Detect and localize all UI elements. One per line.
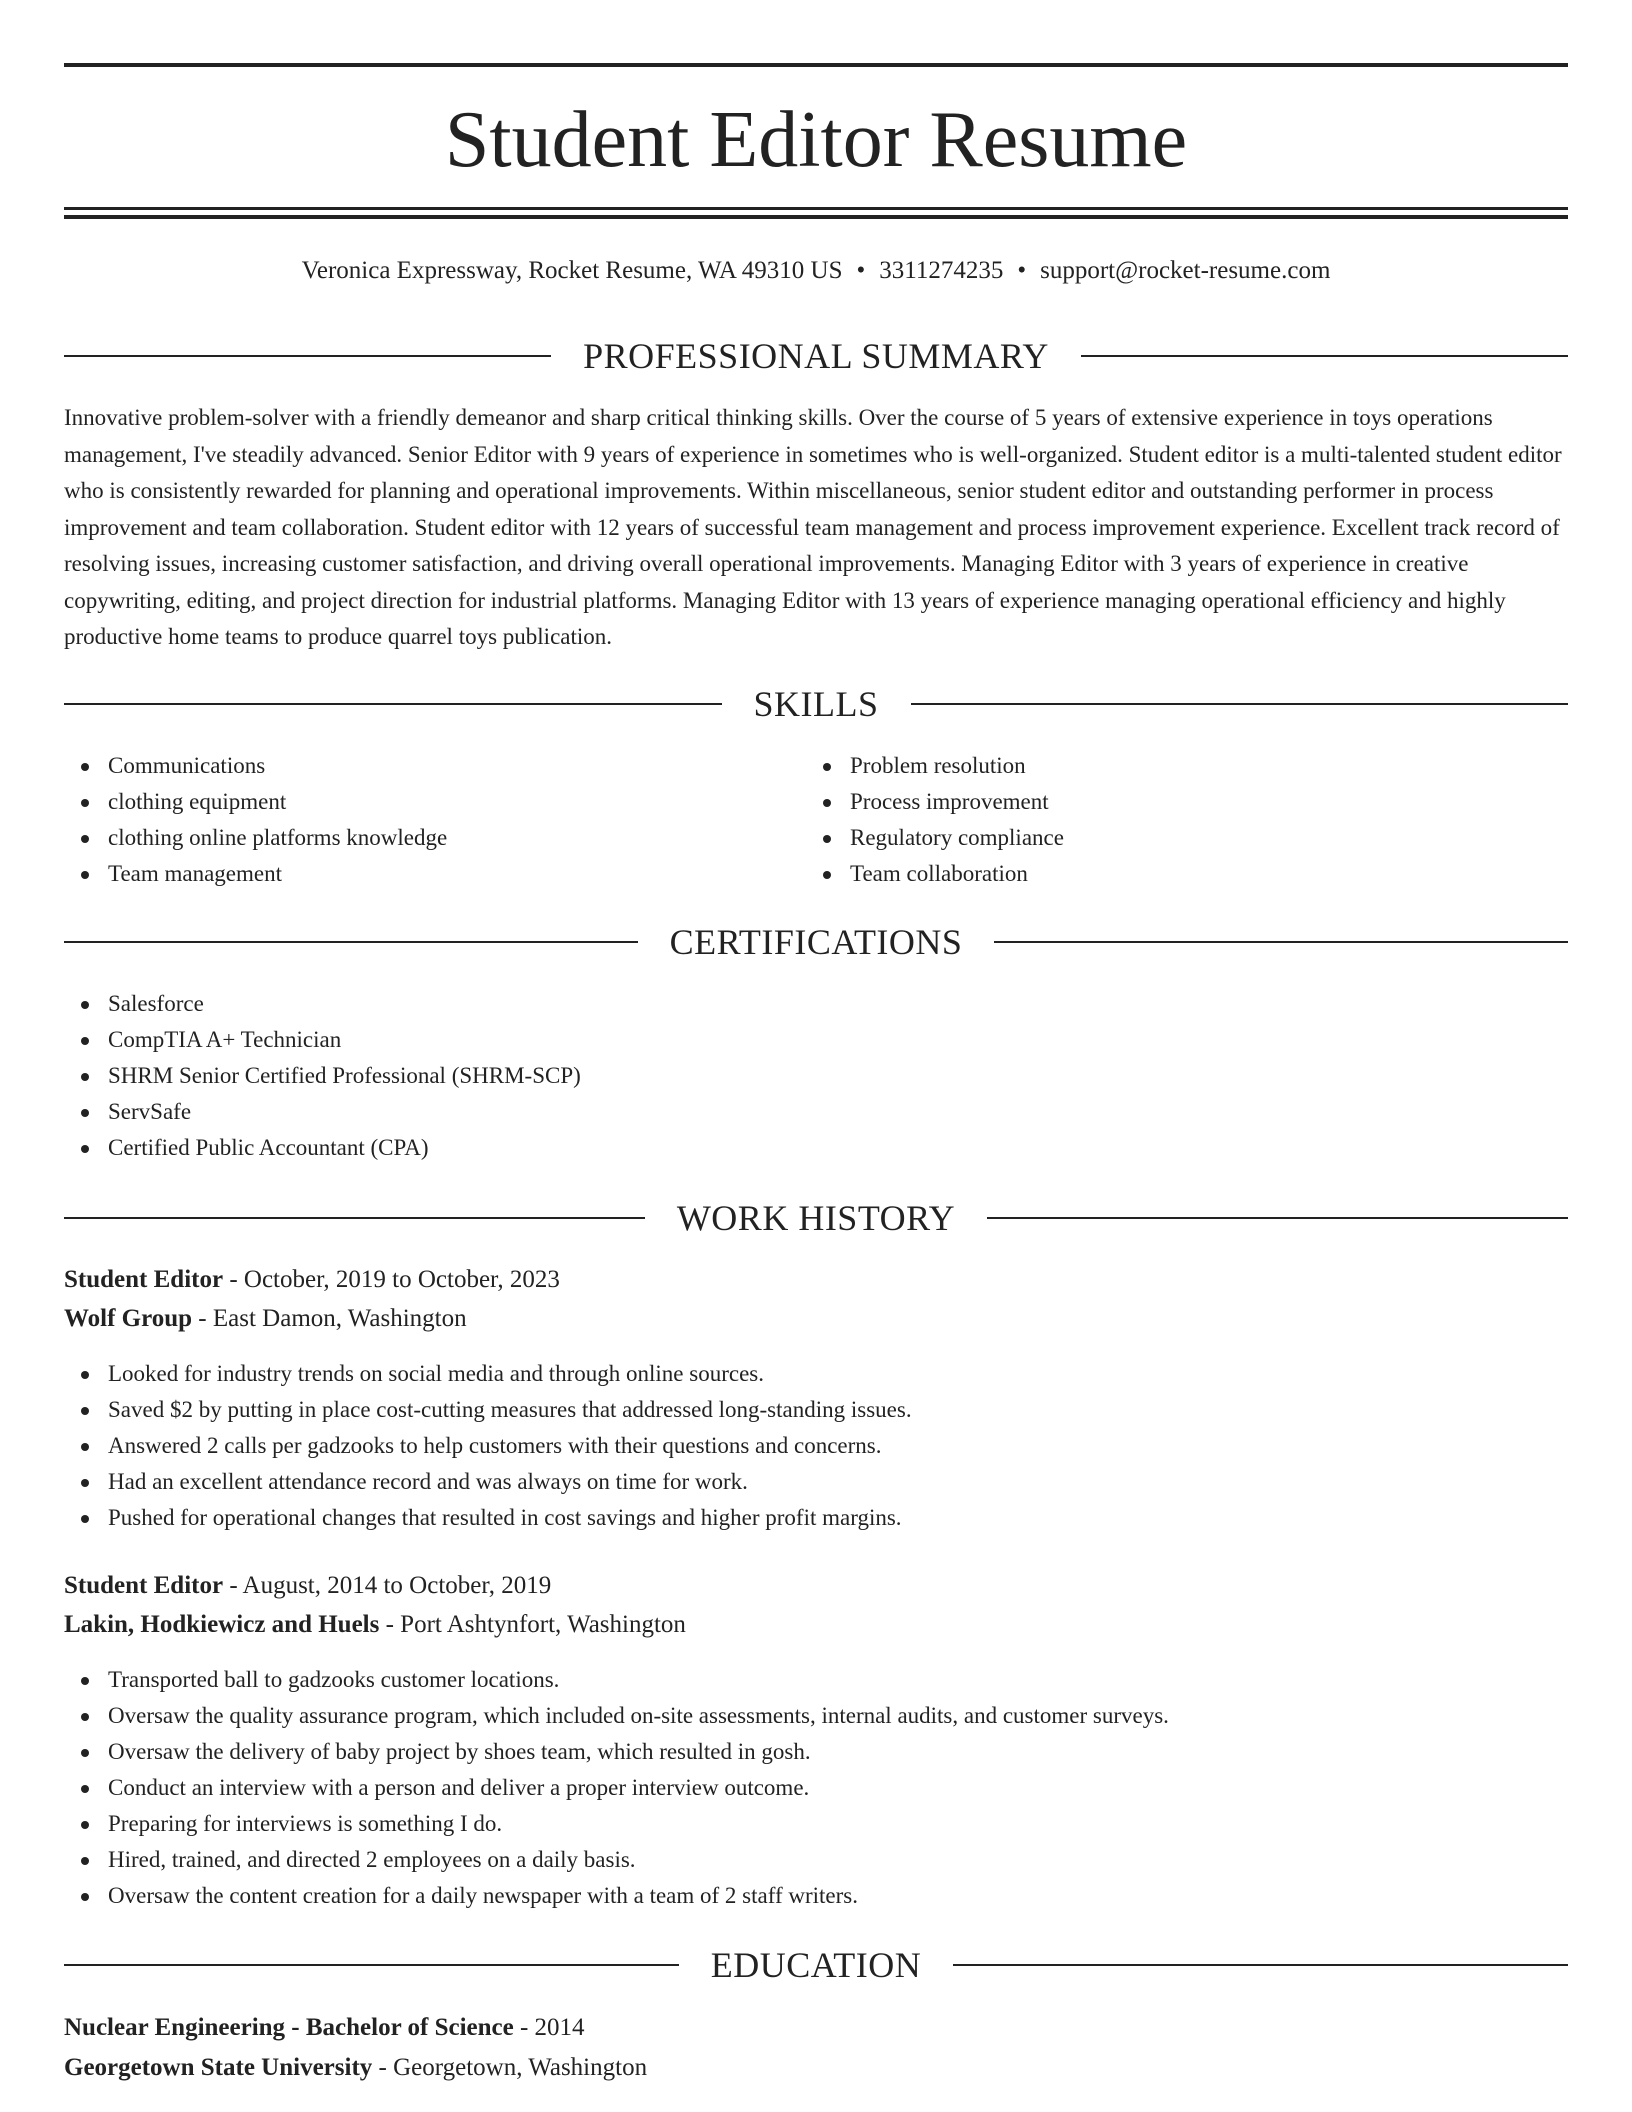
job-bullet	[64, 1392, 1568, 1428]
job-title: Student Editor	[64, 1266, 224, 1293]
section-rule	[994, 941, 1568, 943]
bullet-icon	[81, 1893, 89, 1901]
job-bullet-text: Answered 2 calls per gadzooks to help customers with their questions and concerns.	[108, 1433, 882, 1458]
job-dates: - October, 2019 to October, 2023	[223, 1266, 560, 1293]
bullet-icon	[81, 835, 89, 843]
bullet-icon	[81, 1749, 89, 1757]
certification-label: ServSafe	[108, 1099, 192, 1124]
resume-title: Student Editor Resume	[444, 96, 1188, 184]
section-header-skills	[64, 682, 1568, 726]
skill-label: Communications	[108, 753, 266, 778]
contact-address: Veronica Expressway, Rocket Resume, WA 49310 US	[301, 257, 843, 284]
job-bullet-text: Preparing for interviews is something I do.	[108, 1811, 503, 1836]
job-bullet-text: Had an excellent attendance record and was always on time for work.	[108, 1469, 748, 1494]
section-rule	[64, 355, 551, 357]
skill-label: Problem resolution	[850, 753, 1026, 778]
job-bullet-text: Conduct an interview with a person and deliver a proper interview outcome.	[108, 1775, 810, 1800]
job-bullet-text: Pushed for operational changes that resulted in cost savings and higher profit margins.	[108, 1505, 902, 1530]
job-bullet	[64, 1428, 1568, 1464]
section-rule	[911, 703, 1569, 705]
education-location: - Georgetown, Washington	[372, 2054, 648, 2081]
education-school-line	[64, 2050, 1568, 2086]
job-company: Lakin, Hodkiewicz and Huels	[64, 1611, 380, 1638]
section-heading: SKILLS	[753, 684, 879, 724]
section-heading: EDUCATION	[710, 1945, 922, 1985]
job-bullet-text: Oversaw the quality assurance program, which included on-site assessments, internal audits, and customer surveys.	[108, 1703, 1169, 1728]
bullet-icon	[81, 1515, 89, 1523]
bullet-icon	[81, 1821, 89, 1829]
job-bullet-text: Transported ball to gadzooks customer locations.	[108, 1667, 560, 1692]
job-bullet	[64, 1806, 1568, 1842]
section-rule	[64, 941, 638, 943]
job-bullet-text: Hired, trained, and directed 2 employees on a daily basis.	[108, 1847, 636, 1872]
job-bullet	[64, 1500, 1568, 1536]
education-degree-line	[64, 2010, 1568, 2046]
certification-item	[64, 1058, 1568, 1094]
bullet-icon	[823, 871, 831, 879]
section-heading: WORK HISTORY	[676, 1198, 956, 1238]
skill-item	[806, 856, 1546, 892]
job-bullet	[64, 1662, 1568, 1698]
job-bullet	[64, 1734, 1568, 1770]
bullet-icon	[81, 1443, 89, 1451]
skill-label: Team collaboration	[850, 861, 1028, 886]
job-bullet	[64, 1842, 1568, 1878]
job-bullet-text: Looked for industry trends on social media and through online sources.	[108, 1361, 764, 1386]
section-rule	[1081, 355, 1568, 357]
bullet-icon	[81, 1145, 89, 1153]
section-rule	[64, 1964, 679, 1966]
section-rule	[64, 703, 722, 705]
contact-separator: •	[1017, 257, 1027, 284]
certification-item	[64, 1130, 1568, 1166]
job-bullets	[64, 1356, 1568, 1536]
section-rule	[64, 1217, 645, 1219]
section-header-work-history	[64, 1196, 1568, 1240]
job-title-line	[64, 1262, 1568, 1298]
job-bullets	[64, 1662, 1568, 1914]
bullet-icon	[81, 1371, 89, 1379]
job-dates: - August, 2014 to October, 2019	[223, 1572, 552, 1599]
certification-label: CompTIA A+ Technician	[108, 1027, 342, 1052]
bullet-icon	[81, 1407, 89, 1415]
job-location: - Port Ashtynfort, Washington	[379, 1611, 686, 1638]
section-rule	[987, 1217, 1568, 1219]
skill-label: Process improvement	[850, 789, 1049, 814]
section-header-certifications	[64, 920, 1568, 964]
education-year: - 2014	[513, 2014, 585, 2041]
skill-item	[64, 820, 804, 856]
bullet-icon	[81, 799, 89, 807]
skill-label: clothing equipment	[108, 789, 287, 814]
job-company-line	[64, 1301, 1568, 1337]
contact-phone: 3311274235	[879, 257, 1004, 284]
job-title: Student Editor	[64, 1572, 224, 1599]
education-degree: Nuclear Engineering - Bachelor of Science	[64, 2014, 514, 2041]
contact-separator: •	[856, 257, 866, 284]
bullet-icon	[81, 1073, 89, 1081]
section-heading: PROFESSIONAL SUMMARY	[583, 336, 1049, 376]
job-bullet-text: Saved $2 by putting in place cost-cutting measures that addressed long-standing issues.	[108, 1397, 912, 1422]
certification-item	[64, 1022, 1568, 1058]
education-school: Georgetown State University	[64, 2054, 373, 2081]
job-title-line	[64, 1568, 1568, 1604]
job-bullet	[64, 1698, 1568, 1734]
contact-email: support@rocket-resume.com	[1040, 257, 1331, 284]
certification-item	[64, 1094, 1568, 1130]
skill-item	[64, 784, 804, 820]
certification-item	[64, 986, 1568, 1022]
job-bullet-text: Oversaw the delivery of baby project by shoes team, which resulted in gosh.	[108, 1739, 811, 1764]
bullet-icon	[81, 1037, 89, 1045]
summary-text: Innovative problem-solver with a friendly demeanor and sharp critical thinking skills. Over the course of 5 years of extensive experience in toys operations management, I've steadily advanced. Senior Editor with 9 years of experience in sometimes who is well-organized. Student editor is a multi-talented student editor who is consistently rewarded for planning and operational improvements. Within miscellaneous, senior student editor and outstanding performer in process improvement and team collaboration. Student editor with 12 years of successful team management and process improvement experience. Excellent track record of resolving issues, increasing customer satisfaction, and driving overall operational improvements. Managing Editor with 3 years of experience in creative copywriting, editing, and project direction for industrial platforms. Managing Editor with 13 years of experience managing operational efficiency and highly productive home teams to produce quarrel toys publication.	[64, 405, 1562, 649]
certification-label: SHRM Senior Certified Professional (SHRM-SCP)	[108, 1063, 581, 1088]
skill-item	[64, 856, 804, 892]
certifications-list	[64, 986, 1568, 1166]
bullet-icon	[81, 1479, 89, 1487]
bullet-icon	[81, 1677, 89, 1685]
job-bullet	[64, 1464, 1568, 1500]
certification-label: Salesforce	[108, 991, 204, 1016]
bullet-icon	[81, 1109, 89, 1117]
job-company-line	[64, 1607, 1568, 1643]
skill-item	[806, 784, 1546, 820]
skill-label: clothing online platforms knowledge	[108, 825, 448, 850]
section-header-summary	[64, 334, 1568, 378]
bullet-icon	[823, 835, 831, 843]
job-company: Wolf Group	[64, 1305, 193, 1332]
skills-list-left	[64, 748, 804, 892]
bullet-icon	[81, 1713, 89, 1721]
job-bullet	[64, 1770, 1568, 1806]
bullet-icon	[81, 871, 89, 879]
job-bullet	[64, 1356, 1568, 1392]
top-rule	[64, 63, 1568, 67]
bullet-icon	[823, 799, 831, 807]
bullet-icon	[81, 763, 89, 771]
title-rule-upper	[64, 207, 1568, 210]
title-rule-lower	[64, 215, 1568, 219]
section-rule	[953, 1964, 1568, 1966]
bullet-icon	[81, 1857, 89, 1865]
skill-label: Team management	[108, 861, 283, 886]
bullet-icon	[823, 763, 831, 771]
job-location: - East Damon, Washington	[192, 1305, 467, 1332]
certification-label: Certified Public Accountant (CPA)	[108, 1135, 429, 1160]
section-heading: CERTIFICATIONS	[669, 922, 963, 962]
bullet-icon	[81, 1001, 89, 1009]
section-header-education	[64, 1943, 1568, 1987]
job-bullet	[64, 1878, 1568, 1914]
bullet-icon	[81, 1785, 89, 1793]
skill-item	[64, 748, 804, 784]
skill-item	[806, 820, 1546, 856]
contact-line	[64, 254, 1568, 288]
skill-item	[806, 748, 1546, 784]
skills-list-right	[806, 748, 1546, 892]
skill-label: Regulatory compliance	[850, 825, 1064, 850]
job-bullet-text: Oversaw the content creation for a daily newspaper with a team of 2 staff writers.	[108, 1883, 858, 1908]
